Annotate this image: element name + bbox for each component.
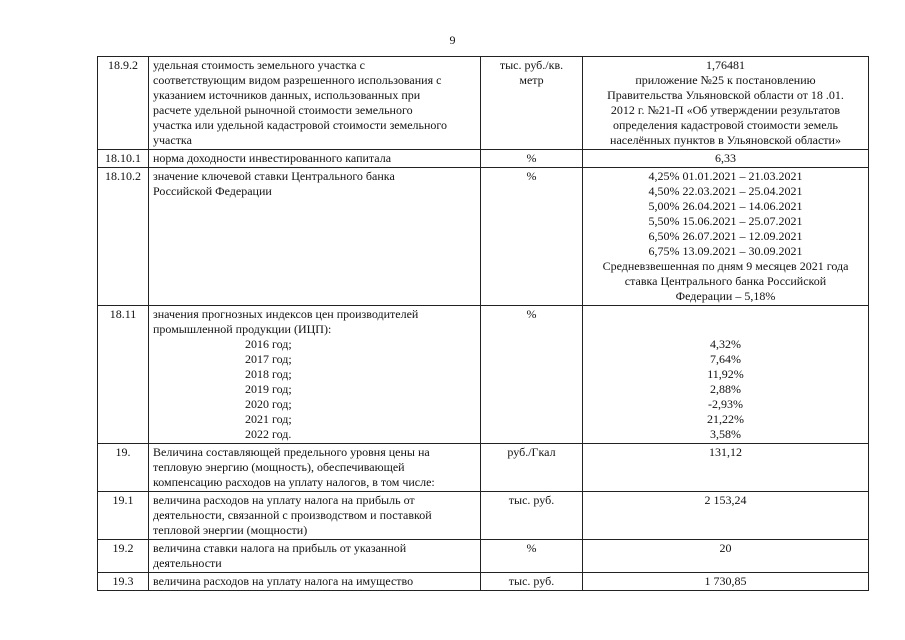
row-value: 4,32% 7,64% 11,92% 2,88% -2,93% 21,22% 3,58% — [583, 306, 869, 444]
row-number: 18.9.2 — [98, 57, 149, 150]
table-row — [98, 492, 869, 540]
row-unit: руб./Гкал — [481, 444, 583, 492]
row-number: 19.3 — [98, 573, 149, 591]
row-value: 1 730,85 — [583, 573, 869, 591]
table-row — [98, 444, 869, 492]
row-number: 19.1 — [98, 492, 149, 540]
row-number: 18.10.1 — [98, 150, 149, 168]
row-value: 2 153,24 — [583, 492, 869, 540]
row-description: значения прогнозных индексов цен производителей промышленной продукции (ИЦП): 2016 год; 2017 год; 2018 год; 2019 год; 2020 год; 2021 год; 2022 год. — [149, 306, 481, 444]
table-row — [98, 168, 869, 306]
row-description: значение ключевой ставки Центрального банка Российской Федерации — [149, 168, 481, 306]
year-label: 2022 год. — [245, 427, 292, 441]
table-row — [98, 57, 869, 150]
row-description: величина расходов на уплату налога на имущество — [149, 573, 481, 591]
row-value: 20 — [583, 540, 869, 573]
row-value: 6,33 — [583, 150, 869, 168]
row-number: 18.10.2 — [98, 168, 149, 306]
year-label: 2016 год; — [245, 337, 292, 351]
row-description: величина расходов на уплату налога на прибыль от деятельности, связанной с производством и поставкой тепловой энергии (мощности) — [149, 492, 481, 540]
row-description: величина ставки налога на прибыль от указанной деятельности — [149, 540, 481, 573]
row-unit: % — [481, 150, 583, 168]
row-unit: тыс. руб. — [481, 492, 583, 540]
table-row — [98, 306, 869, 444]
data-table — [97, 56, 869, 591]
row-description: норма доходности инвестированного капитала — [149, 150, 481, 168]
row-number: 19. — [98, 444, 149, 492]
row-unit: % — [481, 168, 583, 306]
row-description: удельная стоимость земельного участка с соответствующим видом разрешенного использования с указанием источников данных, использованных при расчете удельной рыночной стоимости земельного участка или удельной кадастровой стоимости земельного участка — [149, 57, 481, 150]
row-unit: тыс. руб. — [481, 573, 583, 591]
row-value: 131,12 — [583, 444, 869, 492]
row-description: Величина составляющей предельного уровня цены на тепловую энергию (мощность), обеспечивающей компенсацию расходов на уплату налогов, в том числе: — [149, 444, 481, 492]
row-number: 18.11 — [98, 306, 149, 444]
row-unit: % — [481, 306, 583, 444]
year-label: 2019 год; — [245, 382, 292, 396]
page-number: 9 — [449, 33, 456, 47]
year-label: 2020 год; — [245, 397, 292, 411]
table-row — [98, 573, 869, 591]
year-label: 2021 год; — [245, 412, 292, 426]
year-label: 2017 год; — [245, 352, 292, 366]
row-unit: % — [481, 540, 583, 573]
table-row — [98, 540, 869, 573]
table-row — [98, 150, 869, 168]
year-label: 2018 год; — [245, 367, 292, 381]
row-number: 19.2 — [98, 540, 149, 573]
row-value: 1,76481 приложение №25 к постановлению Правительства Ульяновской области от 18 .01. 2012 г. №21-П «Об утверждении результатов определения кадастровой стоимости земель населённых пунктов в Ульяновской области» — [583, 57, 869, 150]
row-unit: тыс. руб./кв. метр — [481, 57, 583, 150]
row-value: 4,25% 01.01.2021 – 21.03.2021 4,50% 22.03.2021 – 25.04.2021 5,00% 26.04.2021 – 14.06.2021 5,50% 15.06.2021 – 25.07.2021 6,50% 26.07.2021 – 12.09.2021 6,75% 13.09.2021 – 30.09.2021 Средневзвешенная по дням 9 месяцев 2021 года ставка Центрального банка Российской Федерации – 5,18% — [583, 168, 869, 306]
